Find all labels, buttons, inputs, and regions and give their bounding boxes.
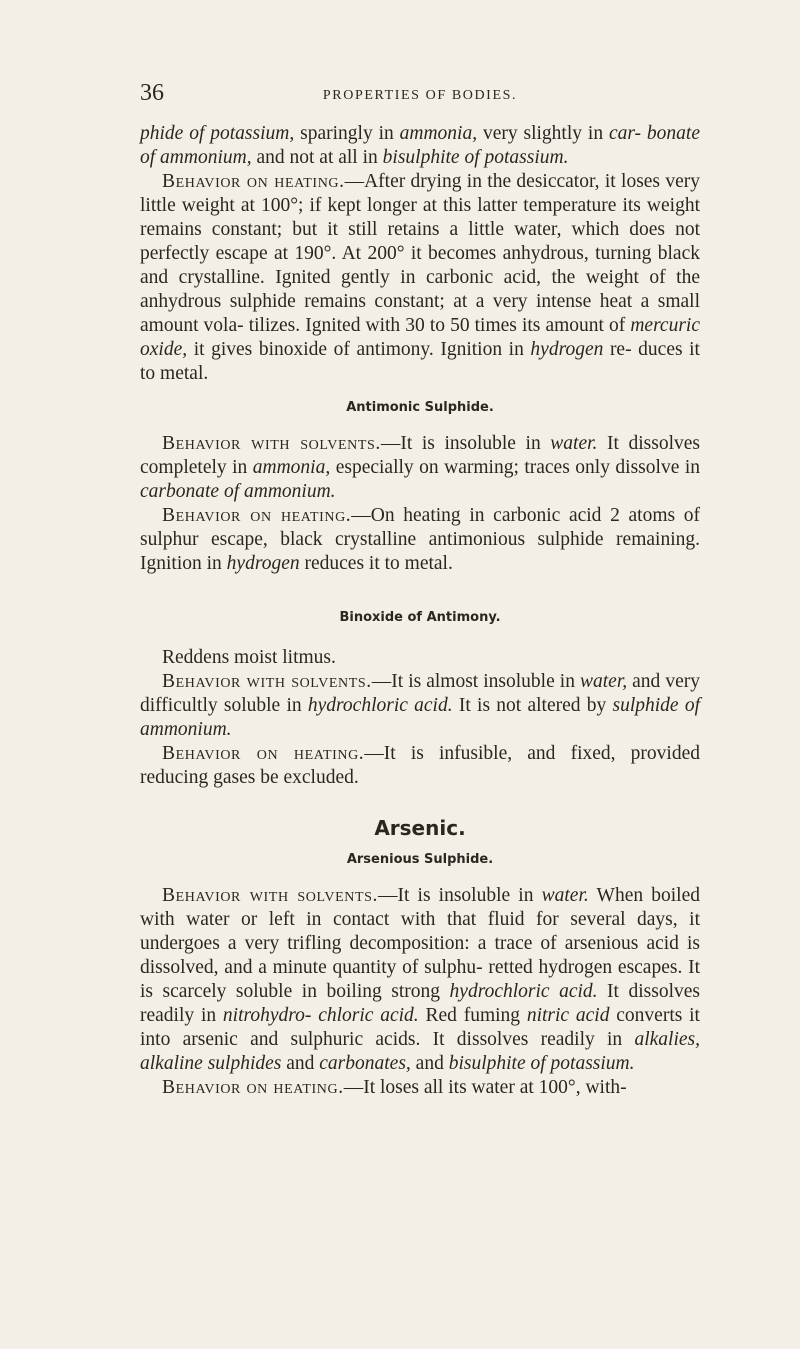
text-run: —On heating in carbonic acid 2 atoms of sulphur escape, black crystalline antimonious sulphide remaining. Ignition in — [140, 505, 700, 574]
run-in-heading: Behavior on heating. — [162, 1077, 344, 1098]
italic-term: mercuric oxide, — [140, 315, 700, 360]
paragraph — [140, 742, 700, 790]
italic-term: car- bonate of ammonium, — [140, 123, 701, 168]
text-run: and not at all in — [251, 147, 383, 168]
text-run: It dissolves completely in — [140, 433, 701, 478]
italic-term: ammonia, — [252, 457, 331, 478]
italic-term: hydrochloric acid. — [449, 981, 598, 1002]
paragraph — [140, 670, 700, 742]
text-run: —It is insoluble in — [380, 433, 551, 454]
italic-term: ammonia, — [399, 123, 478, 144]
text-run: It is not altered by — [452, 695, 613, 716]
run-in-heading: Behavior on heating. — [162, 171, 345, 192]
text-run: Red fuming — [418, 1005, 527, 1026]
paragraph — [140, 1076, 700, 1100]
italic-term: water. — [541, 885, 589, 906]
section-heading: Arsenious Sulphide. — [346, 852, 494, 867]
section-heading: Binoxide of Antimony. — [339, 610, 501, 625]
paragraph — [140, 504, 700, 576]
text-run: reduces it to metal. — [299, 553, 453, 574]
text-run: sparingly in — [294, 123, 400, 144]
italic-term: carbonate of ammonium. — [140, 481, 336, 502]
running-head: PROPERTIES OF BODIES. — [322, 88, 518, 103]
text-run: —After drying in the desiccator, it loses very little weight at 100°; if kept longer at this latter temperature its weight remains constant; but it still retains a little water, which does not perfectly escape at 190°. At 200° it becomes anhydrous, turning black and crystalline. Ignited gently in carbonic acid, the weight of the anhydrous sulphide remains constant; at a very intense heat a small amount vola- tilizes. Ignited with 30 to 50 times its amount of — [140, 171, 700, 336]
paragraph — [140, 432, 700, 504]
text-run: it gives binoxide of antimony. Ignition in — [187, 339, 531, 360]
paragraph — [140, 122, 700, 170]
text-run: —It is infusible, and fixed, provided reducing gases be excluded. — [140, 743, 700, 788]
page-number: 36 — [140, 80, 164, 106]
text-run: and very difficultly soluble in — [140, 671, 700, 716]
text-run: re- duces it to metal. — [140, 339, 700, 384]
run-in-heading: Behavior on heating. — [162, 505, 352, 526]
paragraph: Reddens moist litmus. — [162, 647, 336, 668]
body-text — [140, 122, 700, 1100]
text-run: and — [281, 1053, 320, 1074]
paragraph — [140, 170, 700, 386]
text-run: very slightly in — [477, 123, 609, 144]
italic-term: sulphide of ammonium. — [140, 695, 700, 740]
italic-term: bisulphite of potassium. — [382, 147, 569, 168]
italic-term: nitric acid — [526, 1005, 610, 1026]
run-in-heading: Behavior with solvents. — [162, 671, 372, 692]
italic-term: water. — [550, 433, 598, 454]
italic-term: water, — [579, 671, 628, 692]
italic-term: phide of potassium, — [140, 123, 295, 144]
italic-term: hydrogen — [530, 339, 604, 360]
italic-term: hydrogen — [226, 553, 300, 574]
text-run: When boiled with water or left in contact with that fluid for several days, it undergoes a very trifling decomposition: a trace of arsenious acid is dissolved, and a minute quantity of sulphu- retted hydrogen escapes. It is scarcely soluble in boiling strong — [140, 885, 700, 1002]
text-run: It dissolves readily in — [140, 981, 701, 1026]
italic-term: hydrochloric acid. — [307, 695, 453, 716]
text-run: converts it into arsenic and sulphuric acids. It dissolves readily in — [140, 1005, 700, 1050]
section-heading: Antimonic Sulphide. — [346, 400, 494, 415]
text-run: especially on warming; traces only dissolve in — [330, 457, 700, 478]
paragraph — [140, 884, 700, 1076]
italic-term: carbonates, — [319, 1053, 411, 1074]
run-in-heading: Behavior with solvents. — [162, 433, 381, 454]
italic-term: nitrohydro- chloric acid. — [222, 1005, 419, 1026]
run-in-heading: Behavior on heating. — [162, 743, 365, 764]
page-header — [140, 80, 700, 110]
text-run: —It is insoluble in — [377, 885, 542, 906]
run-in-heading: Behavior with solvents. — [162, 885, 378, 906]
text-run: —It loses all its water at 100°, with- — [343, 1077, 627, 1098]
italic-term: alkalies, alkaline sulphides — [140, 1029, 700, 1074]
italic-term: bisulphite of potassium. — [448, 1053, 635, 1074]
text-run: —It is almost insoluble in — [371, 671, 580, 692]
text-run: and — [410, 1053, 449, 1074]
chapter-heading: Arsenic. — [374, 816, 466, 840]
